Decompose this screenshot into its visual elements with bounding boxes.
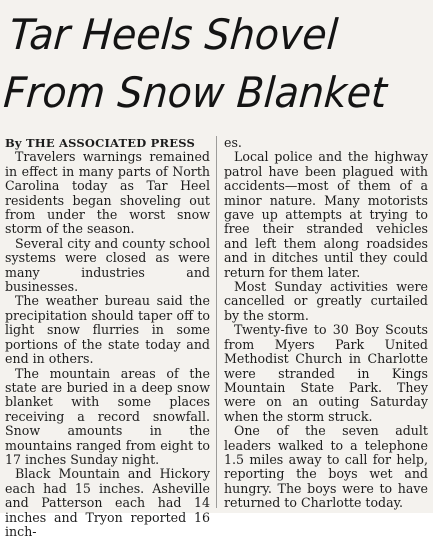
paragraph: One of the seven adult leaders walked to a telephone 1.5 miles away to call for help, reporting the boys wet and hungry. The boys were to have returned to Charlotte today.: [224, 423, 428, 511]
paragraph-continuation: es.: [224, 135, 242, 150]
article-column-left: [5, 136, 210, 539]
headline: [0, 6, 406, 122]
headline-line-2: From Snow Blanket: [1, 68, 389, 117]
paragraph: Black Mountain and Hickory each had 15 inches. Asheville and Patterson each had 14 inches and Tryon reported 16 inch-: [5, 466, 210, 539]
column-divider: [216, 136, 217, 508]
paragraph: Several city and county school systems were closed as were many industries and businesses.: [5, 235, 211, 295]
paragraph: Local police and the highway patrol have been plagued with accidents—most of them of a minor nature. Many motorists gave up attempts at trying to free their stranded vehicles and left them along roadsides and in ditches until they could return for them later.: [224, 149, 428, 280]
paragraph: Most Sunday activities were cancelled or greatly curtailed by the storm.: [224, 279, 428, 323]
paragraph: Twenty-five to 30 Boy Scouts from Myers Park United Methodist Church in Charlotte were stranded in Kings Mountain State Park. They were on an outing Saturday when the storm struck.: [224, 322, 428, 424]
article-column-right: [224, 136, 428, 511]
paragraph: The weather bureau said the precipitation should taper off to light snow flurries in some portions of the state today and end in others.: [5, 293, 210, 367]
byline: By THE ASSOCIATED PRESS: [5, 136, 195, 150]
paragraph: The mountain areas of the state are buried in a deep snow blanket with some places receiving a record snowfall. Snow amounts in the mountains ranged from eight to 17 inches Sunday night.: [5, 365, 210, 467]
headline-line-1: Tar Heels Shovel: [7, 10, 340, 59]
paragraph: Travelers warnings remained in effect in many parts of North Carolina today as Tar Heel residents began shoveling out from under the worst snow storm of the season.: [5, 149, 210, 237]
